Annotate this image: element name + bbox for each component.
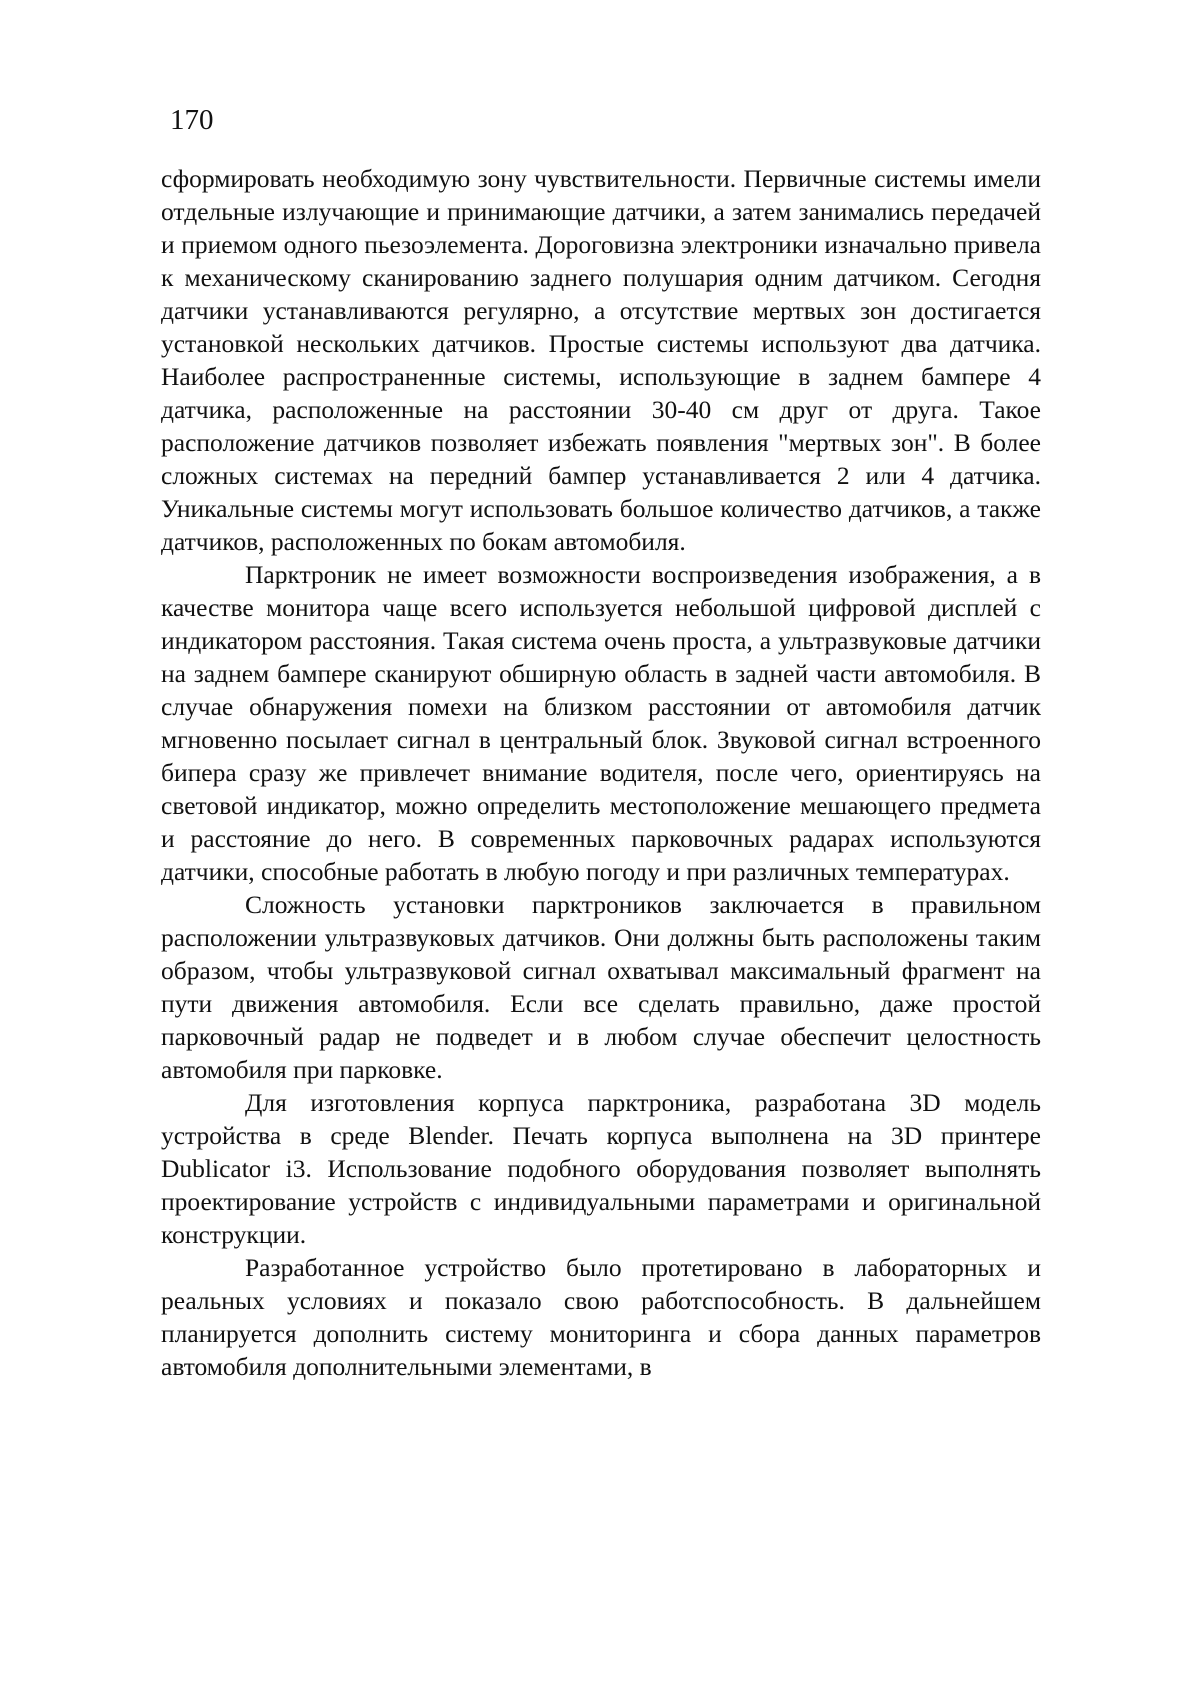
page-number: 170 [170, 104, 214, 136]
body-text [161, 162, 1041, 1383]
paragraph-3d-model: Для изготовления корпуса парктроника, разработана 3D модель устройства в среде Blender. Печать корпуса выполнена на 3D принтере Dublicator i3. Использование подобного оборудования позволяет выполнять проектирование устройств с индивидуальными параметрами и оригинальной конструкции. [161, 1088, 1041, 1249]
paragraph-continuation: сформировать необходимую зону чувствительности. Первичные системы имели отдельные излучающие и принимающие датчики, а затем занимались передачей и приемом одного пьезоэлемента. Дороговизна электроники изначально привела к механическому сканированию заднего полушария одним датчиком. Сегодня датчики устанавливаются регулярно, а отсутствие мертвых зон достигается установкой нескольких датчиков. Простые системы используют два датчика. Наиболее распространенные системы, использующие в заднем бампере 4 датчика, расположенные на расстоянии 30-40 см друг от друга. Такое расположение датчиков позволяет избежать появления "мертвых зон". В более сложных системах на передний бампер устанавливается 2 или 4 датчика. Уникальные системы могут использовать большое количество датчиков, а также датчиков, расположенных по бокам автомобиля. [161, 164, 1041, 556]
paragraph-parktronic-display: Парктроник не имеет возможности воспроизведения изображения, а в качестве монитора чаще всего используется небольшой цифровой дисплей с индикатором расстояния. Такая система очень проста, а ультразвуковые датчики на заднем бампере сканируют обширную область в задней части автомобиля. В случае обнаружения помехи на близком расстоянии от автомобиля датчик мгновенно посылает сигнал в центральный блок. Звуковой сигнал встроенного бипера сразу же привлечет внимание водителя, после чего, ориентируясь на световой индикатор, можно определить местоположение мешающего предмета и расстояние до него. В современных парковочных радарах используются датчики, способные работать в любую погоду и при различных температурах. [161, 560, 1041, 886]
paragraph-installation: Сложность установки парктроников заключается в правильном расположении ультразвуковых датчиков. Они должны быть расположены таким образом, чтобы ультразвуковой сигнал охватывал максимальный фрагмент на пути движения автомобиля. Если все сделать правильно, даже простой парковочный радар не подведет и в любом случае обеспечит целостность автомобиля при парковке. [161, 890, 1041, 1084]
paragraph-testing: Разработанное устройство было протетировано в лабораторных и реальных условиях и показало свою работспособность. В дальнейшем планируется дополнить систему мониторинга и сбора данных параметров автомобиля дополнительными элементами, в [161, 1253, 1041, 1381]
